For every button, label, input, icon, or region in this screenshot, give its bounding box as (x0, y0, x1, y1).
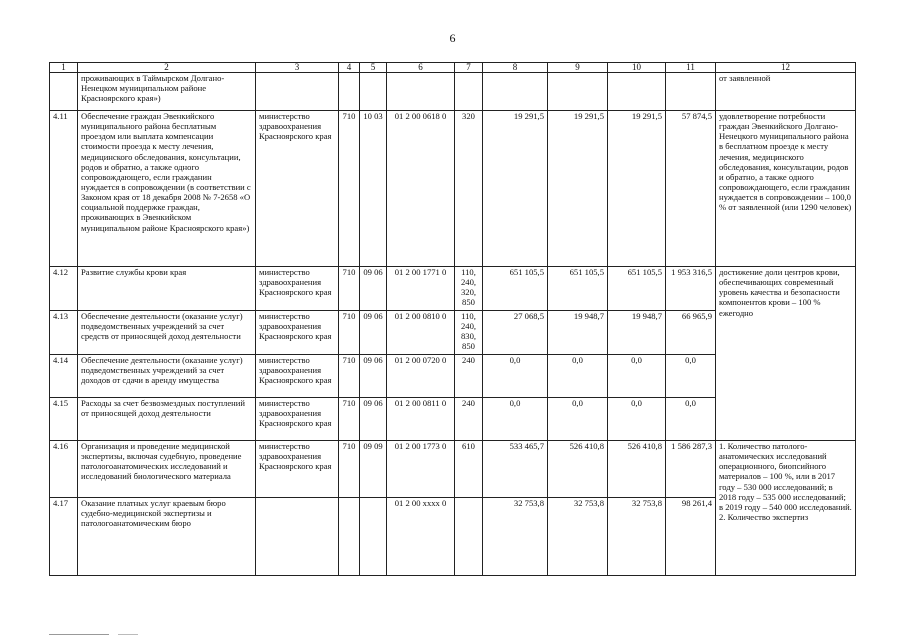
expected-result: от заявленной (716, 73, 856, 111)
row-number: 4.11 (50, 111, 78, 267)
amount-year1: 27 068,5 (483, 311, 548, 355)
executor: министерство здравоохранения Красноярского края (256, 267, 339, 311)
header-cell: 8 (483, 63, 548, 73)
row-number: 4.14 (50, 355, 78, 398)
amount-year3: 526 410,8 (608, 441, 666, 498)
amount-year2: 526 410,8 (548, 441, 608, 498)
grbs-code: 710 (339, 111, 360, 267)
vr-code (455, 498, 483, 576)
footer-rule (118, 634, 138, 635)
header-cell: 7 (455, 63, 483, 73)
csr-code: 01 2 00 1773 0 (387, 441, 455, 498)
csr-code: 01 2 00 xxxx 0 (387, 498, 455, 576)
measure-name: Обеспечение деятельности (оказание услуг) подведомственных учреждений за счет средств от приносящей доход деятельности (78, 311, 256, 355)
expected-result: достижение доли центров крови, обеспечивающих современный уровень качества и безопасности компонентов крови – 100 % ежегодно (716, 267, 856, 441)
executor: министерство здравоохранения Красноярского края (256, 111, 339, 267)
row-number: 4.15 (50, 398, 78, 441)
vr-code: 240 (455, 355, 483, 398)
amount-total: 66 965,9 (666, 311, 716, 355)
csr-code: 01 2 00 0811 0 (387, 398, 455, 441)
measure-name: Обеспечение граждан Эвенкийского муниципального района бесплатным проездом или выплата компенсации стоимости проезда к месту лечения, медицинского обследования, консультации, родов и обратно, а также одного сопровождающего, если гражданин нуждается в сопровождении (в соответствии с Законом края от 18 декабря 2008 № 7-2658 «О социальной поддержке граждан, проживающих в Эвенкийском муниципальном районе Красноярского края») (78, 111, 256, 267)
csr-code: 01 2 00 1771 0 (387, 267, 455, 311)
footer-rule (49, 634, 109, 635)
table-row (50, 267, 856, 311)
amount-total: 98 261,4 (666, 498, 716, 576)
vr-code: 240 (455, 398, 483, 441)
row-number: 4.12 (50, 267, 78, 311)
amount-year1: 32 753,8 (483, 498, 548, 576)
amount-total: 1 586 287,3 (666, 441, 716, 498)
amount-year1: 0,0 (483, 355, 548, 398)
header-cell: 5 (360, 63, 387, 73)
measure-name: Развитие службы крови края (78, 267, 256, 311)
executor: министерство здравоохранения Красноярского края (256, 441, 339, 498)
rzpr-code: 09 06 (360, 355, 387, 398)
amount-total: 0,0 (666, 355, 716, 398)
header-cell: 4 (339, 63, 360, 73)
measure-name: Обеспечение деятельности (оказание услуг) подведомственных учреждений за счет доходов от сдачи в аренду имущества (78, 355, 256, 398)
csr-code: 01 2 00 0810 0 (387, 311, 455, 355)
page-number: 6 (449, 31, 456, 45)
amount-year2: 651 105,5 (548, 267, 608, 311)
executor: министерство здравоохранения Красноярского края (256, 311, 339, 355)
executor: министерство здравоохранения Красноярского края (256, 398, 339, 441)
measure-name: Расходы за счет безвозмездных поступлений от приносящей доход деятельности (78, 398, 256, 441)
amount-year2: 0,0 (548, 398, 608, 441)
expected-result: удовлетворение потребности граждан Эвенкийского Долгано-Ненецкого муниципального района в бесплатном проезде к месту лечения, медицинского обследования, консультации, родов и обратно, а также одного сопровождающего, если гражданин нуждается в сопровождении – 100,0 % от заявленной (или 1290 человек) (716, 111, 856, 267)
table-row (50, 441, 856, 498)
csr-code: 01 2 00 0720 0 (387, 355, 455, 398)
csr-code: 01 2 00 0618 0 (387, 111, 455, 267)
table-row (50, 73, 856, 111)
header-cell: 2 (78, 63, 256, 73)
header-cell: 11 (666, 63, 716, 73)
amount-year2: 0,0 (548, 355, 608, 398)
vr-code: 320 (455, 111, 483, 267)
amount-year2: 19 291,5 (548, 111, 608, 267)
amount-year1: 651 105,5 (483, 267, 548, 311)
amount-year1: 533 465,7 (483, 441, 548, 498)
header-cell: 10 (608, 63, 666, 73)
grbs-code: 710 (339, 311, 360, 355)
table-row (50, 111, 856, 267)
measure-name: Организация и проведение медицинской экспертизы, включая судебную, проведение патологоанатомических исследований и исследований биологического материала (78, 441, 256, 498)
rzpr-code: 09 06 (360, 311, 387, 355)
amount-total: 57 874,5 (666, 111, 716, 267)
amount-year1: 0,0 (483, 398, 548, 441)
grbs-code: 710 (339, 355, 360, 398)
rzpr-code: 09 06 (360, 398, 387, 441)
amount-year3: 19 948,7 (608, 311, 666, 355)
rzpr-code: 10 03 (360, 111, 387, 267)
executor: министерство здравоохранения Красноярского края (256, 355, 339, 398)
row-number: 4.17 (50, 498, 78, 576)
rzpr-code (360, 498, 387, 576)
amount-year1: 19 291,5 (483, 111, 548, 267)
amount-year3: 651 105,5 (608, 267, 666, 311)
grbs-code (339, 498, 360, 576)
amount-year2: 32 753,8 (548, 498, 608, 576)
grbs-code: 710 (339, 441, 360, 498)
header-row (50, 63, 856, 73)
measure-name: проживающих в Таймырском Долгано-Ненецком муниципальном районе Красноярского края») (78, 73, 256, 111)
expected-result: 1. Количество патолого-анатомических исследований операционного, биопсийного материалов – 100 %, или в 2017 году – 530 000 исследований; в 2018 году – 535 000 исследований; в 2019 году – 540 000 исследований. 2. Количество экспертиз (716, 441, 856, 576)
grbs-code: 710 (339, 398, 360, 441)
amount-total: 1 953 316,5 (666, 267, 716, 311)
row-number: 4.16 (50, 441, 78, 498)
rzpr-code: 09 09 (360, 441, 387, 498)
header-cell: 9 (548, 63, 608, 73)
vr-code: 110, 240, 830, 850 (455, 311, 483, 355)
budget-table (49, 62, 856, 576)
rzpr-code: 09 06 (360, 267, 387, 311)
vr-code: 610 (455, 441, 483, 498)
measure-name: Оказание платных услуг краевым бюро судебно-медицинской экспертизы и патологоанатомическим бюро (78, 498, 256, 576)
amount-year3: 19 291,5 (608, 111, 666, 267)
amount-year3: 0,0 (608, 398, 666, 441)
amount-total: 0,0 (666, 398, 716, 441)
amount-year2: 19 948,7 (548, 311, 608, 355)
header-cell: 12 (716, 63, 856, 73)
amount-year3: 32 753,8 (608, 498, 666, 576)
header-cell: 3 (256, 63, 339, 73)
header-cell: 1 (50, 63, 78, 73)
header-cell: 6 (387, 63, 455, 73)
row-number: 4.13 (50, 311, 78, 355)
amount-year3: 0,0 (608, 355, 666, 398)
grbs-code: 710 (339, 267, 360, 311)
vr-code: 110, 240, 320, 850 (455, 267, 483, 311)
executor (256, 498, 339, 576)
